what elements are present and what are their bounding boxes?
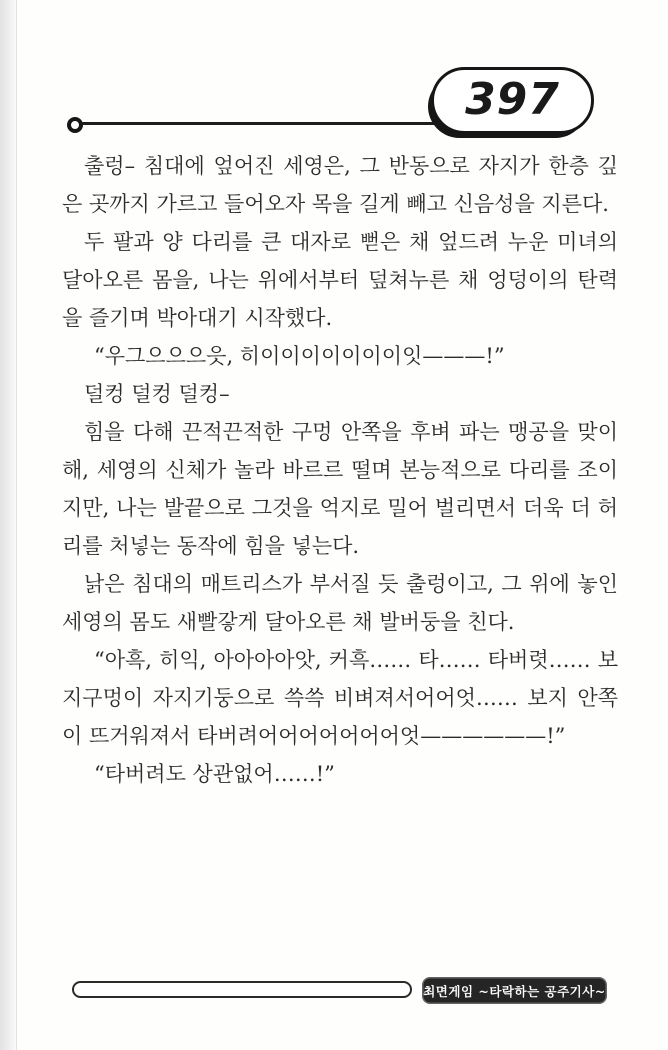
paragraph-narration: 낡은 침대의 매트리스가 부서질 듯 출렁이고, 그 위에 놓인 세영의 몸도 새빨갛게 달아오른 채 발버둥을 친다. xyxy=(62,572,618,634)
paragraph-dialogue: “아흑, 히익, 아아아아앗, 커흑…… 타…… 타버렷…… 보지구멍이 자지기둥으로 쓱쓱 비벼져서어어엇…… 보지 안쪽이 뜨거워져서 타버려어어어어어어어엇——————!” xyxy=(62,648,618,748)
header-rule-line xyxy=(81,122,441,125)
page-spine-shadow xyxy=(0,0,17,1050)
page-number-badge xyxy=(431,67,594,134)
paragraph-narration: 힘을 다해 끈적끈적한 구멍 안쪽을 후벼 파는 맹공을 맞이해, 세영의 신체가 놀라 바르르 떨며 본능적으로 다리를 조이지만, 나는 발끝으로 그것을 억지로 밀어 벌리면서 더욱 더 허리를 처넣는 동작에 힘을 넣는다. xyxy=(62,420,618,558)
paragraph-sound-effect: 덜컹 덜컹 덜컹– xyxy=(84,382,230,406)
paragraph-narration: 출렁– 침대에 엎어진 세영은, 그 반동으로 자지가 한층 깊은 곳까지 가르고 들어오자 목을 길게 빼고 신음성을 지른다. xyxy=(62,154,618,216)
page-number: 397 xyxy=(465,74,560,125)
page-body xyxy=(62,147,618,793)
paragraph-narration: 두 팔과 양 다리를 큰 대자로 뻗은 채 엎드려 누운 미녀의 달아오른 몸을, 나는 위에서부터 덮쳐누른 채 엉덩이의 탄력을 즐기며 박아대기 시작했다. xyxy=(62,230,618,330)
book-title: 최면게임 ~타락하는 공주기사~ xyxy=(423,983,606,999)
paragraph-dialogue: “우그으으으읏, 히이이이이이이이잇———!” xyxy=(94,344,505,368)
header-ring-icon xyxy=(67,117,83,133)
book-title-badge xyxy=(422,977,607,1004)
paragraph-dialogue: “타버려도 상관없어……!” xyxy=(94,762,335,786)
footer-rule-capsule xyxy=(72,981,412,998)
